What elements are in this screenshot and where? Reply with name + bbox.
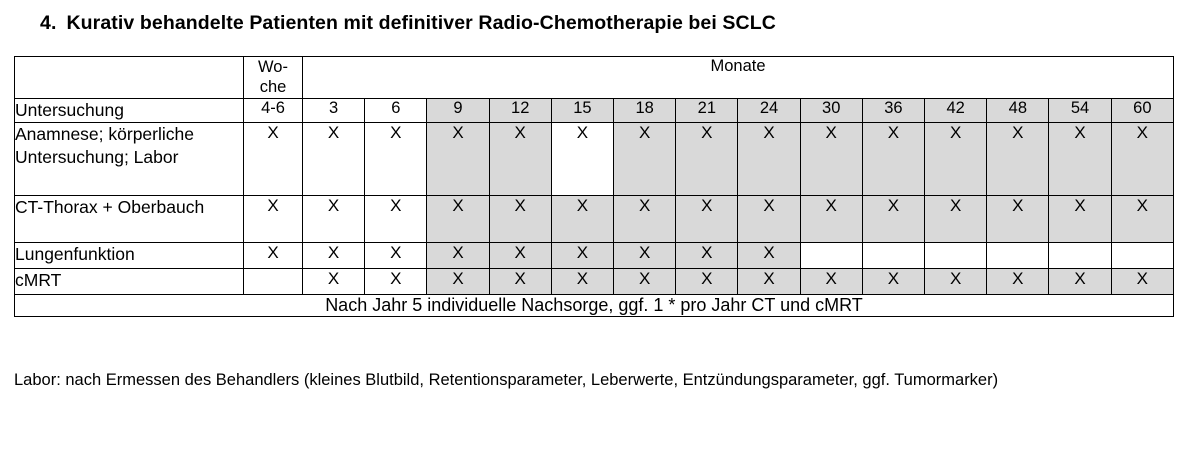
table-row [15,269,1174,295]
header-corner-cell [15,57,244,99]
row-label-cmrt: cMRT [15,269,244,295]
followup-schedule-table [14,56,1174,317]
section-number: 4. [40,12,57,34]
cell-lufu-m24: X [738,243,800,269]
cell-anamnese-m36: X [862,123,924,196]
cell-cmrt-m36: X [862,269,924,295]
lab-note: Labor: nach Ermessen des Behandlers (kleines Blutbild, Retentionsparameter, Leberwerte, Entzündungsparameter, ggf. Tumormarker) [14,371,999,389]
header-month-36: 36 [862,98,924,122]
cell-ct-m24: X [738,196,800,243]
cell-anamnese-m18: X [614,123,676,196]
header-month-30: 30 [800,98,862,122]
table-row [15,123,1174,196]
cell-anamnese-m60: X [1111,123,1173,196]
cell-ct-m12: X [489,196,551,243]
header-examination-label: Untersuchung [15,98,244,122]
header-week-line1: Wo- [258,58,288,76]
cell-lufu-m30 [800,243,862,269]
cell-cmrt-m12: X [489,269,551,295]
header-month-24: 24 [738,98,800,122]
header-month-42: 42 [925,98,987,122]
header-month-21: 21 [676,98,738,122]
cell-ct-m9: X [427,196,489,243]
cell-cmrt-m9: X [427,269,489,295]
header-month-3: 3 [303,98,365,122]
cell-ct-m6: X [365,196,427,243]
table-footer-row [15,295,1174,317]
cell-ct-m60: X [1111,196,1173,243]
cell-anamnese-m30: X [800,123,862,196]
table-header-group-row [15,57,1174,99]
cell-ct-m15: X [551,196,613,243]
cell-cmrt-m18: X [614,269,676,295]
header-month-6: 6 [365,98,427,122]
row-label-ct-thorax: CT-Thorax + Oberbauch [15,196,244,243]
cell-lufu-m54 [1049,243,1111,269]
cell-ct-m3: X [303,196,365,243]
cell-anamnese-m3: X [303,123,365,196]
header-week-value: 4-6 [244,98,303,122]
table-row [15,196,1174,243]
cell-cmrt-m24: X [738,269,800,295]
header-month-60: 60 [1111,98,1173,122]
cell-lufu-m48 [987,243,1049,269]
cell-lufu-m36 [862,243,924,269]
cell-anamnese-m21: X [676,123,738,196]
cell-anamnese-m6: X [365,123,427,196]
header-month-48: 48 [987,98,1049,122]
row-label-lungenfunktion: Lungenfunktion [15,243,244,269]
header-week-line2: che [259,78,287,97]
cell-ct-week: X [244,196,303,243]
cell-ct-m21: X [676,196,738,243]
cell-lufu-week: X [244,243,303,269]
cell-ct-m30: X [800,196,862,243]
header-month-9: 9 [427,98,489,122]
header-month-15: 15 [551,98,613,122]
cell-ct-m54: X [1049,196,1111,243]
table-header-row [15,98,1174,122]
header-month-54: 54 [1049,98,1111,122]
cell-cmrt-m48: X [987,269,1049,295]
cell-anamnese-m9: X [427,123,489,196]
table-row [15,243,1174,269]
cell-lufu-m60 [1111,243,1173,269]
cell-lufu-m42 [925,243,987,269]
cell-cmrt-week [244,269,303,295]
cell-ct-m42: X [925,196,987,243]
cell-lufu-m15: X [551,243,613,269]
cell-lufu-m18: X [614,243,676,269]
cell-anamnese-m24: X [738,123,800,196]
header-month-12: 12 [489,98,551,122]
cell-lufu-m9: X [427,243,489,269]
cell-cmrt-m42: X [925,269,987,295]
cell-cmrt-m6: X [365,269,427,295]
cell-ct-m18: X [614,196,676,243]
cell-anamnese-week: X [244,123,303,196]
footer-note: Nach Jahr 5 individuelle Nachsorge, ggf. 1 * pro Jahr CT und cMRT [15,295,1174,317]
cell-anamnese-m48: X [987,123,1049,196]
row-label-anamnese: Anamnese; körperliche Untersuchung; Labor [15,123,244,196]
cell-anamnese-m54: X [1049,123,1111,196]
cell-ct-m48: X [987,196,1049,243]
cell-anamnese-m15: X [551,123,613,196]
cell-lufu-m3: X [303,243,365,269]
cell-cmrt-m54: X [1049,269,1111,295]
cell-cmrt-m3: X [303,269,365,295]
header-month-18: 18 [614,98,676,122]
cell-anamnese-m12: X [489,123,551,196]
title-text: Kurativ behandelte Patienten mit definitiver Radio-Chemotherapie bei SCLC [66,12,776,34]
cell-lufu-m21: X [676,243,738,269]
cell-anamnese-m42: X [925,123,987,196]
cell-cmrt-m15: X [551,269,613,295]
cell-cmrt-m21: X [676,269,738,295]
cell-lufu-m6: X [365,243,427,269]
cell-cmrt-m30: X [800,269,862,295]
cell-lufu-m12: X [489,243,551,269]
cell-cmrt-m60: X [1111,269,1173,295]
header-week-group [244,57,303,99]
header-month-group: Monate [303,57,1174,99]
cell-ct-m36: X [862,196,924,243]
page-title [40,12,776,35]
